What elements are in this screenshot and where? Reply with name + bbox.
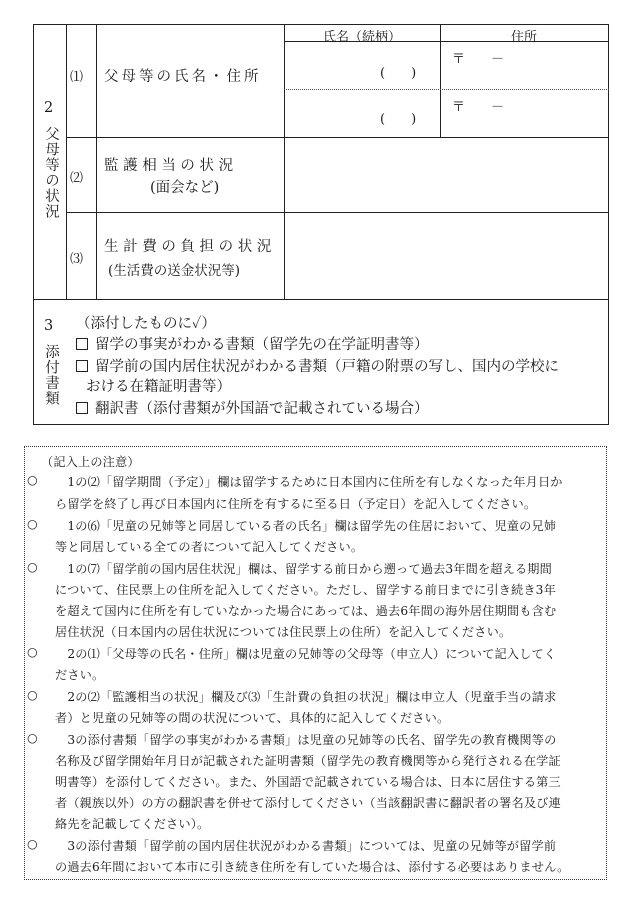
note-line: 3の添付書類「留学の事実がわかる書類」は児童の兄姉等の氏名、留学先の教育機関等の — [55, 733, 557, 747]
attachment-item-3[interactable] — [76, 397, 429, 418]
note-line: 居住状況（日本国内の居住状況については住民票上の住所）を記入してください。 — [55, 625, 512, 639]
row-2-label: 監 護 相 当 の 状 況 — [104, 158, 234, 174]
attachment-checkbox-3[interactable] — [76, 402, 88, 414]
note-line: 名称及び留学開始年月日が記載された証明書類（留学先の教育機関等から発行される在学証 — [55, 754, 561, 768]
note-line: 1の⑺「留学前の国内居住状況」欄は、留学する前日から遡って過去3年間を超える期間 — [55, 562, 552, 576]
row-3-label: 生 計 費 の 負 担 の 状 況 — [104, 239, 272, 255]
note-bullet: ○ — [27, 560, 38, 574]
postal-code-2[interactable]: 〒 － — [452, 100, 505, 115]
attachment-item-2[interactable] — [76, 355, 559, 376]
row-3-sublabel: (生活費の送金状況等) — [108, 263, 241, 279]
row-2-number: ⑵ — [70, 171, 84, 186]
relationship-paren-1[interactable]: ( ) — [380, 66, 417, 81]
note-line: 2の⑴「父母等の氏名・住所」欄は児童の兄姉等の父母等（申立人）について記入してく — [55, 647, 557, 661]
note-line: 絡先を記載してください）。 — [55, 817, 210, 831]
attachment-item-3-label: 翻訳書（添付書類が外国語で記載されている場合） — [95, 401, 429, 417]
note-line: 1の⑹「児童の兄姉等と同居している者の氏名」欄は留学先の住居において、児童の兄姉 — [55, 519, 557, 533]
note-bullet: ○ — [27, 473, 38, 487]
section-2-number: 2 — [44, 100, 54, 116]
row-1-label: 父母等の氏名・住所 — [104, 69, 262, 85]
note-bullet: ○ — [27, 731, 38, 745]
address-column-header: 住所 — [510, 30, 537, 45]
row-3-number: ⑶ — [70, 252, 84, 267]
attachment-item-1[interactable] — [76, 333, 429, 354]
note-line: 等と同居している全ての者について記入してください。 — [55, 540, 364, 554]
note-line: 者）と児童の兄姉等の間の状況について、具体的に記入してください。 — [55, 711, 450, 725]
note-line: について、住民票上の住所を記入してください。ただし、留学する前日までに引き続き3年 — [55, 583, 556, 597]
note-bullet: ○ — [27, 517, 38, 531]
notes-box — [24, 446, 607, 880]
attachment-item-2-continued: おける在籍証明書等） — [86, 379, 231, 395]
section-3-title: 添付書類 — [43, 344, 59, 406]
postal-code-1[interactable]: 〒 － — [452, 52, 505, 67]
section-3-number: 3 — [44, 318, 54, 334]
note-line: 1の⑵「留学期間（予定）」欄は留学するために日本国内に住所を有しなくなった年月日か — [55, 475, 563, 489]
attachment-checkbox-2[interactable] — [76, 360, 88, 372]
attachment-item-1-label: 留学の事実がわかる書類（留学先の在学証明書等） — [95, 337, 429, 353]
note-bullet: ○ — [27, 645, 38, 659]
note-line: ださい。 — [55, 668, 105, 682]
name-column-header: 氏名（続柄） — [322, 30, 401, 45]
note-line: ら留学を終了し再び日本国内に住所を有するに至る日（予定日）を記入してください。 — [55, 497, 537, 511]
notes-title: （記入上の注意） — [41, 455, 140, 469]
note-line: 者（親族以外）の方の翻訳書を併せて添付してください（当該翻訳書に翻訳者の署名及び連 — [55, 796, 561, 810]
note-line: を超えて国内に住所を有していなかった場合にあっては、過去6年間の海外居住期間も含む — [55, 604, 557, 618]
note-bullet: ○ — [27, 837, 38, 851]
note-line: 3の添付書類「留学前の国内居住状況がわかる書類」については、児童の兄姉等が留学前 — [55, 839, 557, 853]
section-2-title: 父母等の状況 — [43, 126, 59, 219]
note-line: 2の⑵「監護相当の状況」欄及び⑶「生計費の負担の状況」欄は申立人（児童手当の請求 — [55, 690, 557, 704]
row-2-sublabel: (面会など) — [150, 180, 220, 196]
note-line: の過去6年間において本市に引き続き住所を有していた場合は、添付する必要はありません。 — [55, 860, 570, 874]
note-bullet: ○ — [27, 688, 38, 702]
attachment-checkbox-1[interactable] — [76, 338, 88, 350]
relationship-paren-2[interactable]: ( ) — [380, 112, 417, 127]
note-line: 明書等）を添付してください。また、外国語で記載されている場合は、日本に居住する第三 — [55, 775, 561, 789]
row-1-number: ⑴ — [70, 70, 84, 85]
attachment-instruction: （添付したものに✓） — [76, 316, 216, 332]
attachment-item-2-label: 留学前の国内居住状況がわかる書類（戸籍の附票の写し、国内の学校に — [95, 359, 559, 375]
